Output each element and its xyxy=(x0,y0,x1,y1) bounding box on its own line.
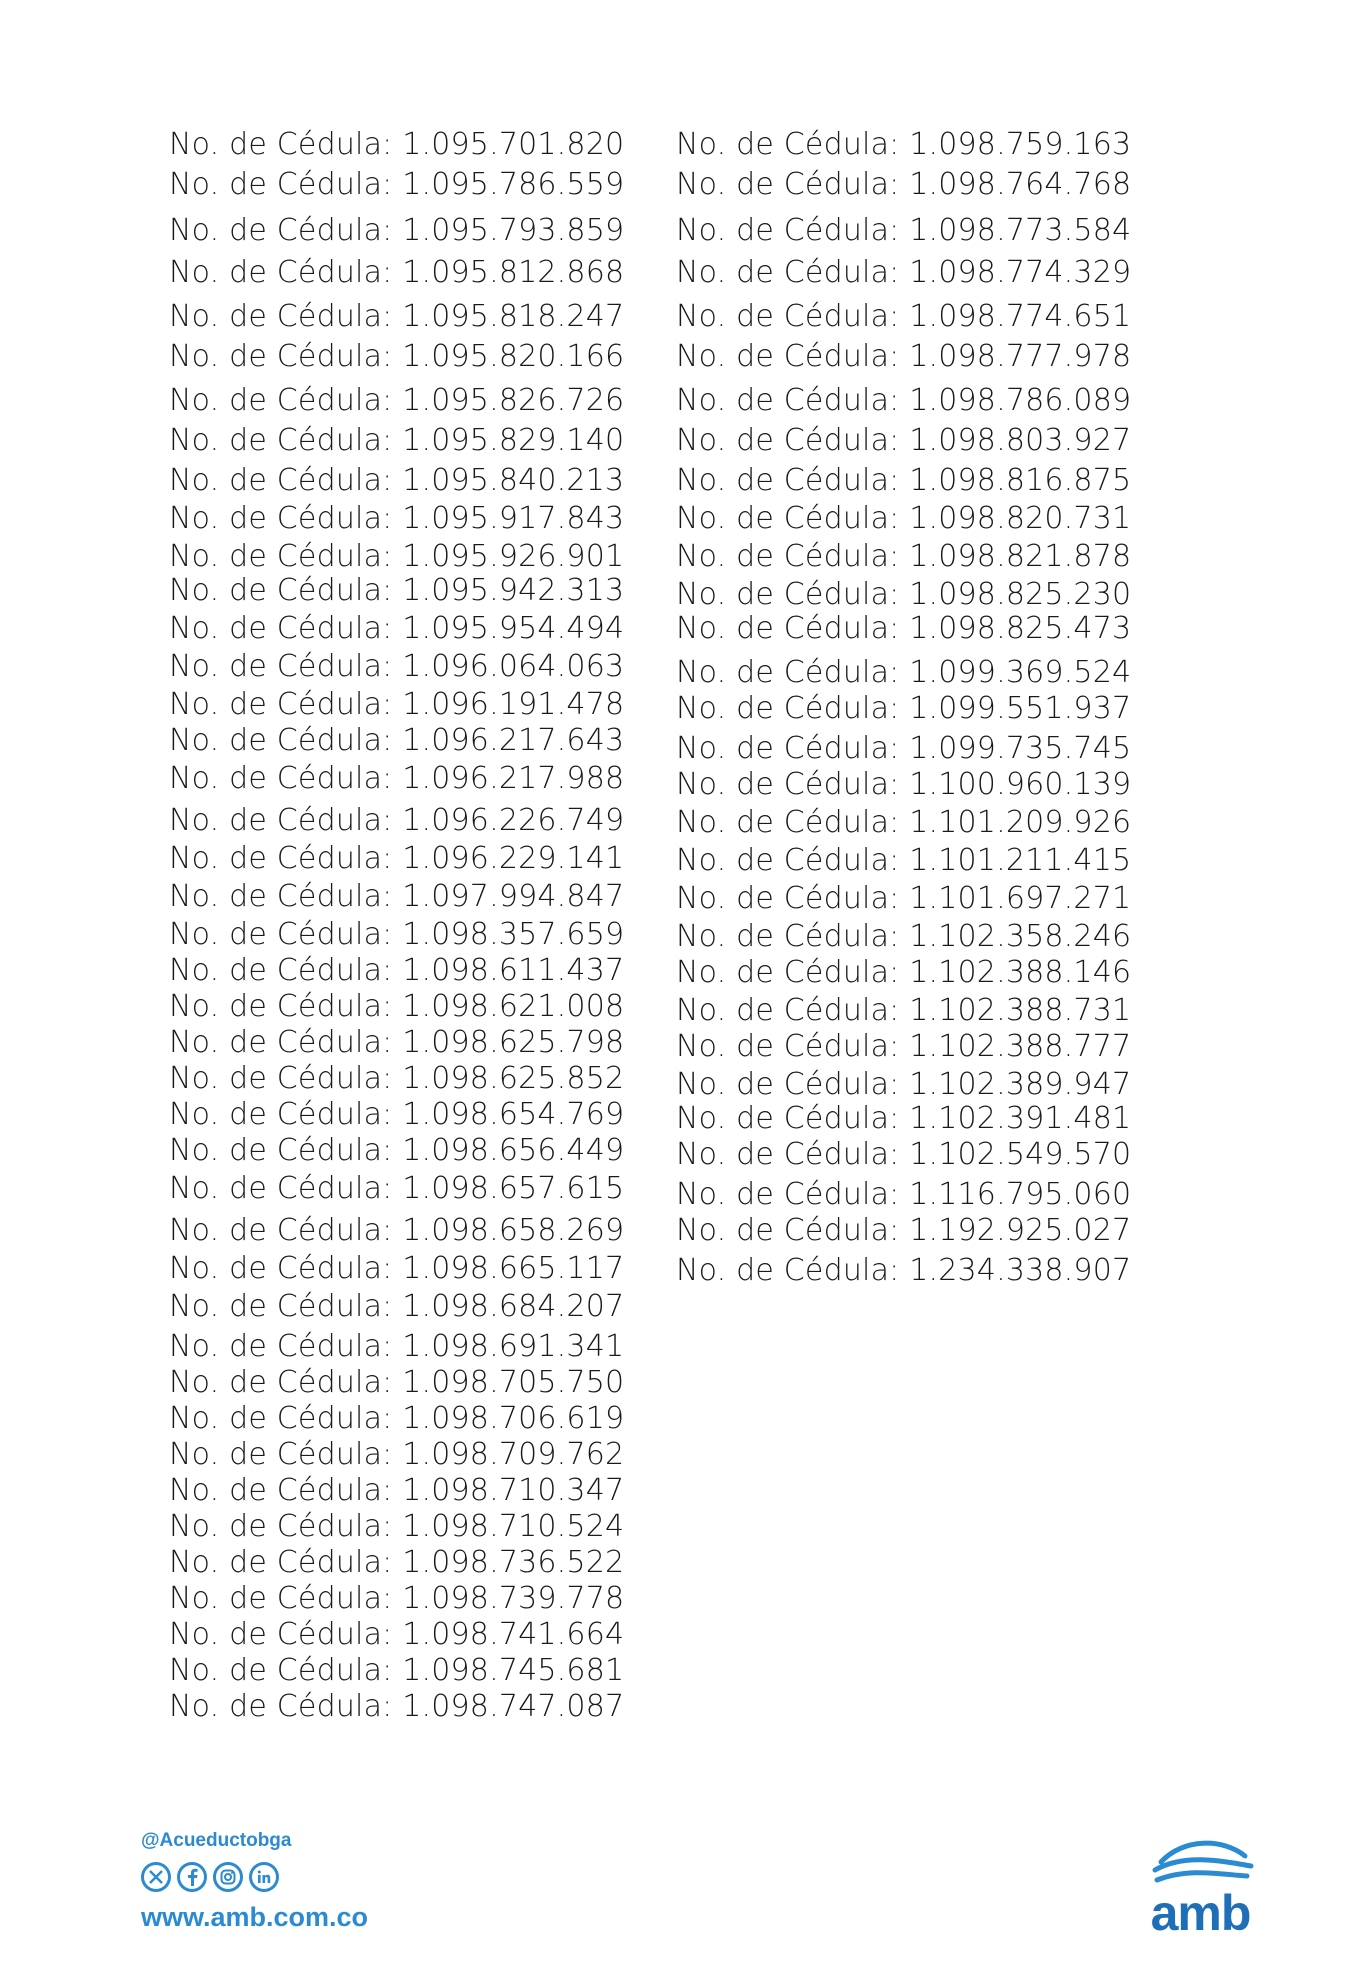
cedula-entry: No. de Cédula: 1.101.209.926 xyxy=(676,805,1132,840)
cedula-entry: No. de Cédula: 1.096.226.749 xyxy=(169,803,625,838)
website-link[interactable]: www.amb.com.co xyxy=(141,1902,369,1932)
cedula-entry: No. de Cédula: 1.098.710.524 xyxy=(169,1509,625,1544)
cedula-entry: No. de Cédula: 1.098.656.449 xyxy=(169,1133,625,1168)
cedula-entry: No. de Cédula: 1.100.960.139 xyxy=(676,767,1132,802)
cedula-entry: No. de Cédula: 1.099.369.524 xyxy=(676,655,1132,690)
cedula-entry: No. de Cédula: 1.098.786.089 xyxy=(676,383,1132,418)
cedula-entry: No. de Cédula: 1.095.818.247 xyxy=(169,299,625,334)
cedula-entry: No. de Cédula: 1.098.658.269 xyxy=(169,1213,625,1248)
cedula-entry: No. de Cédula: 1.096.217.988 xyxy=(169,761,625,796)
cedula-entry: No. de Cédula: 1.098.816.875 xyxy=(676,463,1132,498)
cedula-entry: No. de Cédula: 1.098.825.473 xyxy=(676,611,1132,646)
cedula-entry: No. de Cédula: 1.096.229.141 xyxy=(169,841,625,876)
cedula-entry: No. de Cédula: 1.098.820.731 xyxy=(676,501,1132,536)
cedula-entry: No. de Cédula: 1.098.774.329 xyxy=(676,255,1132,290)
cedula-entry: No. de Cédula: 1.192.925.027 xyxy=(676,1213,1132,1248)
cedula-entry: No. de Cédula: 1.099.735.745 xyxy=(676,731,1132,766)
logo-wordmark: amb xyxy=(1150,1885,1251,1941)
cedula-entry: No. de Cédula: 1.095.786.559 xyxy=(169,167,625,202)
cedula-entry: No. de Cédula: 1.102.388.731 xyxy=(676,993,1132,1028)
cedula-entry: No. de Cédula: 1.098.821.878 xyxy=(676,539,1132,574)
cedula-entry: No. de Cédula: 1.102.389.947 xyxy=(676,1067,1132,1102)
cedula-entry: No. de Cédula: 1.098.691.341 xyxy=(169,1329,625,1364)
cedula-entry: No. de Cédula: 1.095.942.313 xyxy=(169,573,625,608)
cedula-entry: No. de Cédula: 1.098.777.978 xyxy=(676,339,1132,374)
cedula-entry: No. de Cédula: 1.095.820.166 xyxy=(169,339,625,374)
cedula-entry: No. de Cédula: 1.098.684.207 xyxy=(169,1289,625,1324)
cedula-entry: No. de Cédula: 1.116.795.060 xyxy=(676,1177,1132,1212)
cedula-entry: No. de Cédula: 1.102.358.246 xyxy=(676,919,1132,954)
cedula-entry: No. de Cédula: 1.098.709.762 xyxy=(169,1437,625,1472)
facebook-icon[interactable] xyxy=(177,1862,207,1892)
cedula-entry: No. de Cédula: 1.095.826.726 xyxy=(169,383,625,418)
cedula-entry: No. de Cédula: 1.098.745.681 xyxy=(169,1653,625,1688)
x-icon[interactable] xyxy=(141,1862,171,1892)
cedula-entry: No. de Cédula: 1.095.840.213 xyxy=(169,463,625,498)
instagram-icon[interactable] xyxy=(213,1862,243,1892)
cedula-entry: No. de Cédula: 1.098.706.619 xyxy=(169,1401,625,1436)
cedula-entry: No. de Cédula: 1.096.064.063 xyxy=(169,649,625,684)
social-icons xyxy=(141,1862,368,1892)
cedula-entry: No. de Cédula: 1.102.388.146 xyxy=(676,955,1132,990)
linkedin-icon[interactable] xyxy=(249,1862,279,1892)
cedula-entry: No. de Cédula: 1.102.391.481 xyxy=(676,1101,1132,1136)
cedula-entry: No. de Cédula: 1.102.388.777 xyxy=(676,1029,1132,1064)
cedula-entry: No. de Cédula: 1.095.954.494 xyxy=(169,611,625,646)
cedula-entry: No. de Cédula: 1.095.829.140 xyxy=(169,423,625,458)
cedula-entry: No. de Cédula: 1.098.759.163 xyxy=(676,127,1132,162)
cedula-entry: No. de Cédula: 1.101.697.271 xyxy=(676,881,1132,916)
footer-contact xyxy=(141,1830,368,1933)
cedula-entry: No. de Cédula: 1.098.741.664 xyxy=(169,1617,625,1652)
water-waves-icon xyxy=(1133,1830,1268,1890)
cedula-entry: No. de Cédula: 1.098.773.584 xyxy=(676,213,1132,248)
cedula-entry: No. de Cédula: 1.098.710.347 xyxy=(169,1473,625,1508)
amb-logo xyxy=(1133,1830,1268,1940)
cedula-entry: No. de Cédula: 1.098.621.008 xyxy=(169,989,625,1024)
cedula-entry: No. de Cédula: 1.096.217.643 xyxy=(169,723,625,758)
cedula-entry: No. de Cédula: 1.234.338.907 xyxy=(676,1253,1132,1288)
cedula-entry: No. de Cédula: 1.098.774.651 xyxy=(676,299,1132,334)
cedula-entry: No. de Cédula: 1.098.705.750 xyxy=(169,1365,625,1400)
cedula-entry: No. de Cédula: 1.098.747.087 xyxy=(169,1689,625,1724)
cedula-entry: No. de Cédula: 1.098.625.852 xyxy=(169,1061,625,1096)
cedula-entry: No. de Cédula: 1.098.739.778 xyxy=(169,1581,625,1616)
cedula-entry: No. de Cédula: 1.098.657.615 xyxy=(169,1171,625,1206)
cedula-entry: No. de Cédula: 1.095.917.843 xyxy=(169,501,625,536)
cedula-entry: No. de Cédula: 1.098.825.230 xyxy=(676,577,1132,612)
cedula-entry: No. de Cédula: 1.098.764.768 xyxy=(676,167,1132,202)
cedula-entry: No. de Cédula: 1.098.357.659 xyxy=(169,917,625,952)
cedula-entry: No. de Cédula: 1.098.654.769 xyxy=(169,1097,625,1132)
cedula-entry: No. de Cédula: 1.099.551.937 xyxy=(676,691,1132,726)
cedula-entry: No. de Cédula: 1.095.812.868 xyxy=(169,255,625,290)
cedula-entry: No. de Cédula: 1.101.211.415 xyxy=(676,843,1132,878)
cedula-entry: No. de Cédula: 1.098.625.798 xyxy=(169,1025,625,1060)
social-handle[interactable]: @Acueductobga xyxy=(141,1830,292,1851)
cedula-entry: No. de Cédula: 1.098.736.522 xyxy=(169,1545,625,1580)
cedula-entry: No. de Cédula: 1.098.665.117 xyxy=(169,1251,625,1286)
cedula-entry: No. de Cédula: 1.102.549.570 xyxy=(676,1137,1132,1172)
cedula-entry: No. de Cédula: 1.098.803.927 xyxy=(676,423,1132,458)
cedula-entry: No. de Cédula: 1.095.701.820 xyxy=(169,127,625,162)
cedula-entry: No. de Cédula: 1.096.191.478 xyxy=(169,687,625,722)
cedula-entry: No. de Cédula: 1.098.611.437 xyxy=(169,953,625,988)
cedula-entry: No. de Cédula: 1.095.793.859 xyxy=(169,213,625,248)
cedula-entry: No. de Cédula: 1.095.926.901 xyxy=(169,539,625,574)
cedula-entry: No. de Cédula: 1.097.994.847 xyxy=(169,879,625,914)
